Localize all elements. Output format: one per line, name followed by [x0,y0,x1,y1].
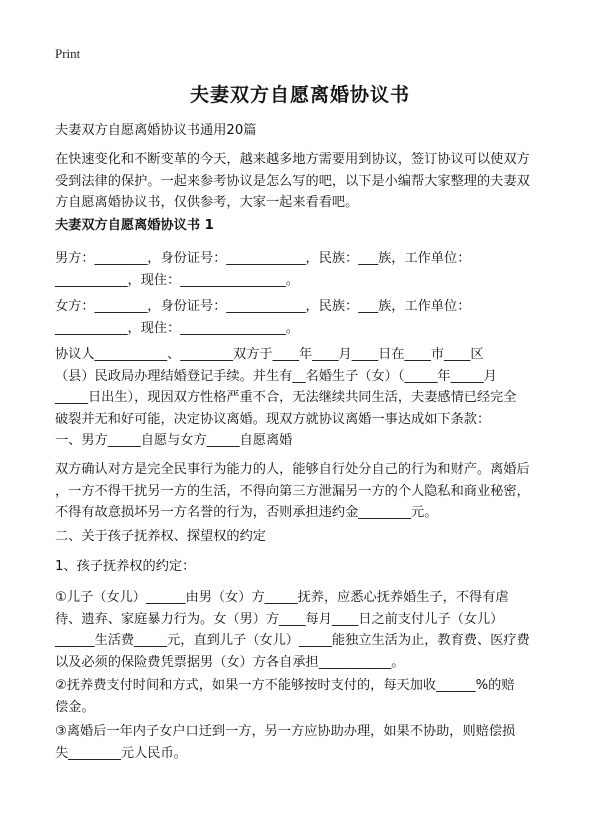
text-line: 方自愿离婚协议书，仅供参考，大家一起来看看吧。 [55,195,359,210]
text-line: ①儿子（女儿）______由男（女）方_____抚养，应悉心抚养婚生子，不得有虐 [55,590,509,605]
agreement-paragraph [55,344,555,430]
text-line: ③离婚后一年内子女户口迁到一方，另一方应协助办理，如果不协助，则赔偿损 [55,724,516,739]
text-line: ___________，现住：________________。 [55,272,299,288]
text-line: 协议人___________、________双方于____年____月____日在____市____区 [55,347,484,362]
text-line: （县）民政局办理结婚登记手续。并生有__名婚生子（女）（_____年_____月 [55,368,497,384]
page-title: 夫妻双方自愿离婚协议书 [189,84,410,106]
subtitle [55,120,555,142]
text-line: 破裂并无和好可能，决定协议离婚。现双方就协议离婚一事达成如下条款： [55,411,491,427]
text-line: 双方确认对方是完全民事行为能力的人，能够自行处分自己的行为和财产。离婚后 [55,462,530,477]
capacity-paragraph [55,459,555,524]
clause-2-text: 二、关于孩子抚养权、探望权的约定 [55,529,266,544]
clause-1-text: 一、男方_____自愿与女方_____自愿离婚 [55,433,293,448]
print-label: Print [55,46,81,61]
text-line: _____日出生），现因双方性格严重不合，无法继续共同生活，夫妻感情已经完全 [55,390,517,405]
text-line: 女方：________，身份证号：____________，民族：___族，工作单位： [55,299,471,314]
item-2 [55,675,555,718]
text-line: ，一方不得干扰另一方的生活，不得向第三方泄漏另一方的个人隐私和商业秘密， [55,483,530,499]
text-line: 待、遗弃、家庭暴力行为。女（男）方____每月____日之前支付儿子（女儿） [55,611,504,627]
text-line: 偿金。 [55,699,95,715]
section-title: 夫妻双方自愿离婚协议书 1 [55,218,214,233]
text-line: 不得有故意损坏另一方名誉的行为，否则承担违约金________元。 [55,505,438,520]
male-party-info [55,248,555,291]
clause-2 [55,526,555,548]
sub-clause-1-text: 1、孩子抚养权的约定： [55,559,196,574]
clause-1 [55,430,555,452]
text-line: ②抚养费支付时间和方式，如果一方不能够按时支付的，每天加收______%的赔 [55,678,515,693]
intro-paragraph [55,149,555,214]
text-line: ______生活费_____元，直到儿子（女儿）_____能独立生活为止，教育费、医疗费 [55,633,530,648]
item-3 [55,721,555,764]
text-line: ___________，现住：________________。 [55,320,299,336]
subtitle-text: 夫妻双方自愿离婚协议书通用20篇 [55,123,257,138]
female-party-info [55,296,555,339]
text-line: 在快速变化和不断变革的今天，越来越多地方需要用到协议，签订协议可以使双方 [55,152,530,167]
text-line: 男方：________，身份证号：____________，民族：___族，工作单位： [55,251,471,266]
text-line: 以及必须的保险费凭票据男（女）方各自承担___________。 [55,654,405,670]
sub-clause-1 [55,556,555,578]
text-line: 失________元人民币。 [55,745,187,761]
section-heading [55,215,555,237]
text-line: 受到法律的保护。一起来参考协议是怎么写的吧，以下是小编帮大家整理的夫妻双 [55,173,530,189]
item-1 [55,587,555,673]
